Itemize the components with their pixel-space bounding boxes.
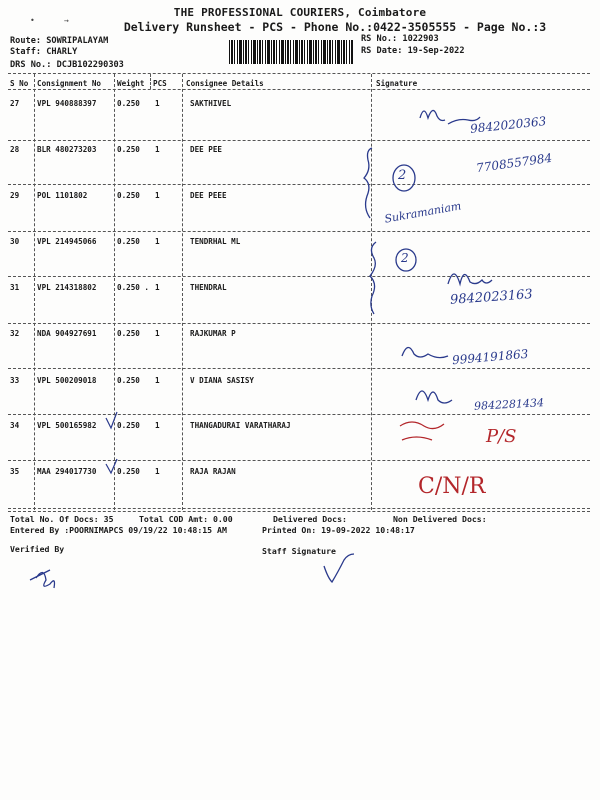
row-31-consignment: VPL 214318802 — [37, 283, 97, 292]
handwritten-circle-number-30: 2 — [401, 251, 409, 265]
rs-date-label: RS Date: — [361, 46, 403, 56]
row-33-sno: 33 — [10, 376, 20, 385]
signature-scribble-33 — [416, 391, 452, 403]
row-28-sno: 28 — [10, 145, 20, 154]
signature-scribble-32 — [402, 347, 448, 357]
row-27-pcs: 1 — [155, 99, 160, 108]
brace-28-29 — [364, 148, 372, 218]
delivered-docs: Delivered Docs: — [273, 514, 347, 524]
row-28-consignee: DEE PEE — [190, 145, 223, 154]
col-header-consignee: Consignee Details — [186, 79, 264, 88]
row-34-sno: 34 — [10, 421, 20, 430]
row-28-weight: 0.250 — [117, 145, 140, 154]
row-35-sno: 35 — [10, 467, 20, 476]
handwritten-note-35: C/N/R — [418, 474, 486, 499]
row-34-consignment: VPL 500165982 — [37, 421, 97, 430]
row-27-sno: 27 — [10, 99, 20, 108]
tick-mark-34 — [106, 412, 117, 428]
handwritten-name-29: Sukramaniam — [383, 199, 463, 226]
rs-no-label: RS No.: — [361, 34, 398, 44]
col-header-sno: S No — [10, 79, 29, 88]
route-label: Route: — [10, 36, 42, 46]
row-35-pcs: 1 — [155, 467, 160, 476]
tick-mark-35 — [106, 459, 117, 473]
runsheet-title: Delivery Runsheet - PCS - Phone No.:0422-3505555 - Page No.:3 — [123, 20, 547, 34]
row-29-pcs: 1 — [155, 191, 160, 200]
staff-label: Staff: — [10, 47, 42, 57]
row-33-pcs: 1 — [155, 376, 160, 385]
row-35-consignment: MAA 294017730 — [37, 467, 97, 476]
handwritten-phone-33: 9842281434 — [473, 396, 545, 413]
handwritten-phone-27: 9842020363 — [469, 114, 547, 136]
row-35-weight: 0.250 — [117, 467, 140, 476]
row-30-sno: 30 — [10, 237, 20, 246]
row-30-consignment: VPL 214945066 — [37, 237, 97, 246]
row-34-weight: 0.250 — [117, 421, 140, 430]
row-31-pcs: 1 — [155, 283, 160, 292]
corner-mark: • — [30, 16, 35, 25]
handwritten-note-34: P/S — [486, 426, 517, 447]
row-29-weight: 0.250 — [117, 191, 140, 200]
row-31-weight: 0.250 . — [117, 283, 150, 292]
handwritten-phone-32: 9994191863 — [451, 346, 529, 368]
brace-30-31 — [370, 242, 376, 314]
rs-no-value: 1022903 — [402, 34, 439, 44]
drs-value: DCJB102290303 — [56, 60, 124, 70]
route-value: SOWRIPALAYAM — [46, 36, 109, 46]
corner-arrow-mark: → — [64, 16, 69, 25]
staff-signature-mark — [324, 554, 354, 582]
col-header-signature: Signature — [376, 79, 418, 88]
row-30-pcs: 1 — [155, 237, 160, 246]
non-delivered-docs: Non Delivered Docs: — [393, 514, 487, 524]
signature-scribble-31 — [448, 274, 492, 284]
row-32-consignee: RAJKUMAR P — [190, 329, 236, 338]
row-32-weight: 0.250 — [117, 329, 140, 338]
col-header-consignment: Consignment No — [37, 79, 102, 88]
row-28-pcs: 1 — [155, 145, 160, 154]
row-32-sno: 32 — [10, 329, 20, 338]
total-docs: Total No. Of Docs: 35 — [10, 514, 114, 524]
row-34-consignee: THANGADURAI VARATHARAJ — [190, 421, 291, 430]
row-29-consignment: POL 1101802 — [37, 191, 88, 200]
handwritten-phone-31: 9842023163 — [449, 287, 534, 308]
row-34-pcs: 1 — [155, 421, 160, 430]
row-27-consignee: SAKTHIVEL — [190, 99, 232, 108]
col-header-pcs: PCS — [153, 79, 167, 88]
verified-by-signature — [30, 570, 55, 588]
handwritten-circle-number-28: 2 — [398, 168, 407, 183]
row-29-sno: 29 — [10, 191, 20, 200]
row-33-weight: 0.250 — [117, 376, 140, 385]
printed-on: Printed On: 19-09-2022 10:48:17 — [262, 525, 415, 535]
staff-value: CHARLY — [46, 47, 78, 57]
handwritten-phone-28: 7708557984 — [475, 150, 553, 176]
row-31-consignee: THENDRAL — [190, 283, 227, 292]
row-27-weight: 0.250 — [117, 99, 140, 108]
row-27-consignment: VPL 940888397 — [37, 99, 97, 108]
col-header-weight: Weight — [117, 79, 145, 88]
company-title: THE PROFESSIONAL COURIERS, Coimbatore — [173, 6, 427, 19]
row-35-consignee: RAJA RAJAN — [190, 467, 236, 476]
total-cod: Total COD Amt: 0.00 — [139, 514, 233, 524]
row-31-sno: 31 — [10, 283, 20, 292]
row-30-consignee: TENDRHAL ML — [190, 237, 241, 246]
row-32-consignment: NDA 904927691 — [37, 329, 97, 338]
row-29-consignee: DEE PEEE — [190, 191, 227, 200]
verified-by-label: Verified By — [10, 544, 65, 554]
row-33-consignment: VPL 500209018 — [37, 376, 97, 385]
red-scribble-34 — [400, 422, 444, 440]
entered-by: Entered By :POORNIMAPCS 09/19/22 10:48:15 AM — [10, 525, 227, 535]
row-28-consignment: BLR 480273203 — [37, 145, 97, 154]
row-33-consignee: V DIANA SASISY — [190, 376, 255, 385]
drs-label: DRS No.: — [10, 60, 52, 70]
rs-date-value: 19-Sep-2022 — [407, 46, 465, 56]
staff-signature-label: Staff Signature — [262, 546, 336, 556]
row-32-pcs: 1 — [155, 329, 160, 338]
row-30-weight: 0.250 — [117, 237, 140, 246]
